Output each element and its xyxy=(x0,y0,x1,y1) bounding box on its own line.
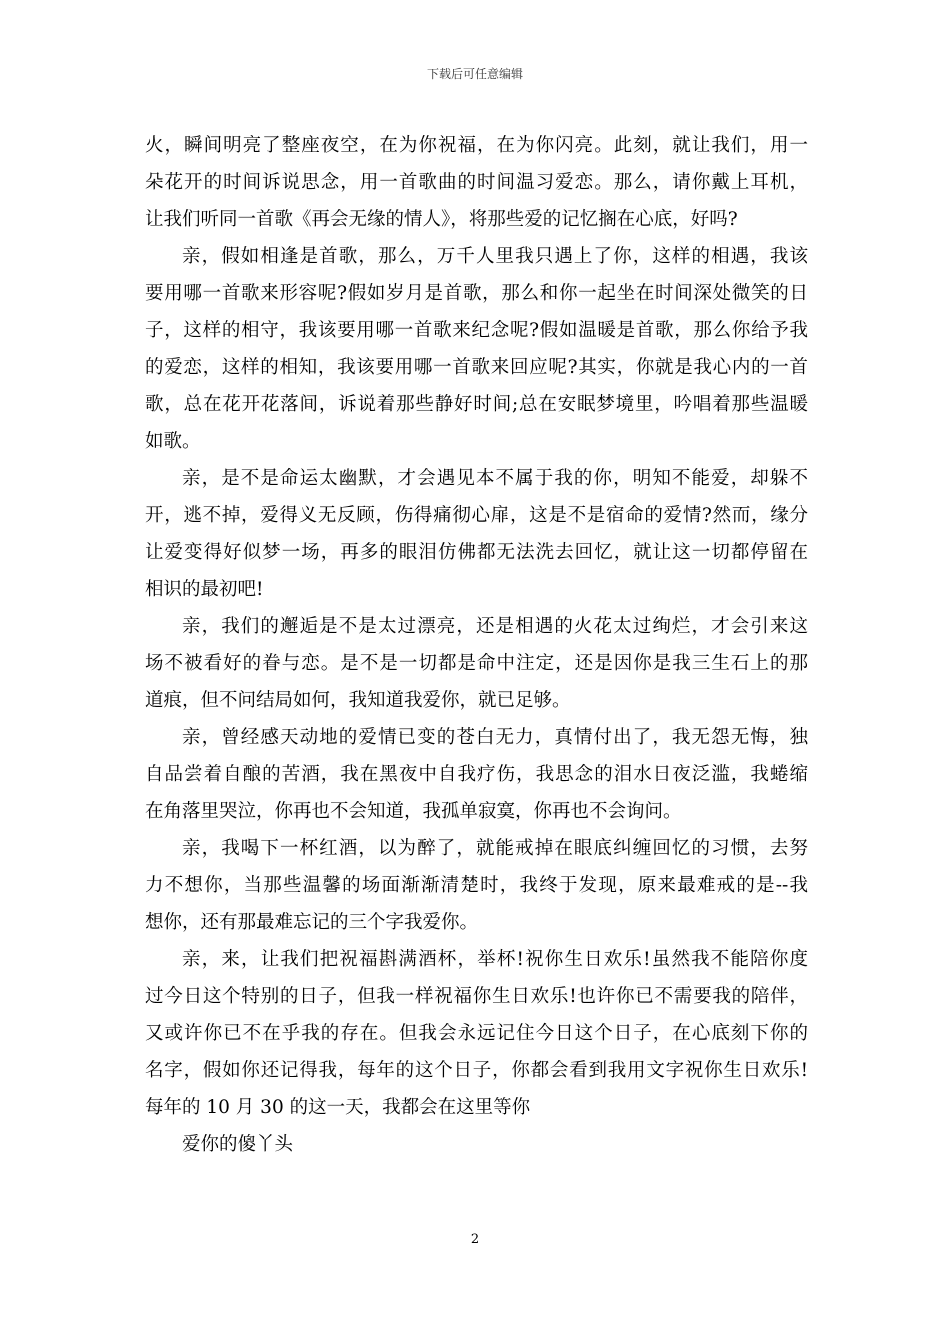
text-line: 相识的最初吧! xyxy=(145,579,264,600)
text-line: 亲，我喝下一杯红酒，以为醉了，就能戒掉在眼底纠缠回忆的习惯，去努 xyxy=(182,838,808,859)
paragraph-5 xyxy=(145,719,808,830)
paragraph-1 xyxy=(145,127,808,238)
text-line: 自品尝着自酿的苦酒，我在黑夜中自我疗伤，我思念的泪水日夜泛滥，我蜷缩 xyxy=(145,764,808,785)
paragraph-7 xyxy=(145,941,808,1126)
text-line: 要用哪一首歌来形容呢?假如岁月是首歌，那么和你一起坐在时间深处微笑的日 xyxy=(145,283,808,304)
text-line: 亲，曾经感天动地的爱情已变的苍白无力，真情付出了，我无怨无悔，独 xyxy=(182,727,808,748)
paragraph-6 xyxy=(145,830,808,941)
text-line: 过今日这个特别的日子，但我一样祝福你生日欢乐!也许你已不需要我的陪伴， xyxy=(145,986,808,1007)
text-line: 在角落里哭泣，你再也不会知道，我孤单寂寞，你再也不会询问。 xyxy=(145,801,682,822)
text-line: 亲，我们的邂逅是不是太过漂亮，还是相遇的火花太过绚烂，才会引来这 xyxy=(182,616,808,637)
text-line: 开，逃不掉，爱得义无反顾，伤得痛彻心扉，这是不是宿命的爱情?然而，缘分 xyxy=(145,505,808,526)
text-line: 场不被看好的眷与恋。是不是一切都是命中注定，还是因你是我三生石上的那 xyxy=(145,653,808,674)
text-line: 亲，来，让我们把祝福斟满酒杯，举杯!祝你生日欢乐!虽然我不能陪你度 xyxy=(182,949,808,970)
document-body xyxy=(145,127,808,1163)
text-line: 朵花开的时间诉说思念，用一首歌曲的时间温习爱恋。那么，请你戴上耳机， xyxy=(145,172,808,193)
text-line: 道痕，但不问结局如何，我知道我爱你，就已足够。 xyxy=(145,690,571,711)
text-line: 又或许你已不在乎我的存在。但我会永远记住今日这个日子，在心底刻下你的 xyxy=(145,1023,808,1044)
text-line: 力不想你，当那些温馨的场面渐渐清楚时，我终于发现，原来最难戒的是--我 xyxy=(145,875,808,896)
text-line: 如歌。 xyxy=(145,431,201,452)
text-line: 每年的 10 月 30 的这一天，我都会在这里等你 xyxy=(145,1097,531,1118)
text-line: 名字，假如你还记得我，每年的这个日子，你都会看到我用文字祝你生日欢乐! xyxy=(145,1060,808,1081)
text-line: 的爱恋，这样的相知，我该要用哪一首歌来回应呢?其实，你就是我心内的一首 xyxy=(145,357,808,378)
text-line: 让我们听同一首歌《再会无缘的情人》，将那些爱的记忆搁在心底，好吗? xyxy=(145,209,738,230)
paragraph-3 xyxy=(145,460,808,608)
paragraph-2 xyxy=(145,238,808,460)
signature-paragraph xyxy=(145,1126,808,1163)
text-line: 想你，还有那最难忘记的三个字我爱你。 xyxy=(145,912,479,933)
paragraph-4 xyxy=(145,608,808,719)
text-line: 子，这样的相守，我该要用哪一首歌来纪念呢?假如温暖是首歌，那么你给予我 xyxy=(145,320,808,341)
text-line: 让爱变得好似梦一场，再多的眼泪仿佛都无法洗去回忆，就让这一切都停留在 xyxy=(145,542,808,563)
text-line: 亲，假如相逢是首歌，那么，万千人里我只遇上了你，这样的相遇，我该 xyxy=(182,246,808,267)
page-number: 2 xyxy=(470,1232,480,1247)
text-line: 亲，是不是命运太幽默，才会遇见本不属于我的你，明知不能爱，却躲不 xyxy=(182,468,808,489)
signature-line: 爱你的傻丫头 xyxy=(182,1134,294,1155)
page-header: 下载后可任意编辑 xyxy=(426,67,523,81)
text-line: 歌，总在花开花落间，诉说着那些静好时间;总在安眠梦境里，吟唱着那些温暖 xyxy=(145,394,808,415)
text-line: 火，瞬间明亮了整座夜空，在为你祝福，在为你闪亮。此刻，就让我们，用一 xyxy=(145,135,808,156)
